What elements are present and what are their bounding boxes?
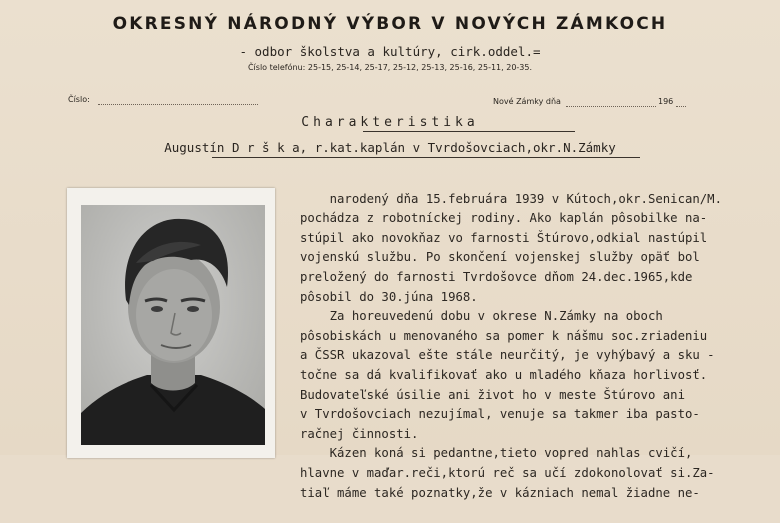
document-subject-underline [212, 157, 640, 158]
body-line: račnej činnosti. [300, 426, 419, 441]
body-line: pôsobil do 30.júna 1968. [300, 289, 478, 304]
number-label: Číslo: [68, 95, 90, 104]
body-line: Kázen koná si pedantne,tieto vopred nahlas cvičí, [300, 446, 693, 461]
body-text [300, 170, 770, 523]
body-line: a ČSSR ukazoval ešte stále neurčitý, je vyhýbavý a sku - [300, 348, 715, 363]
document-title: Charakteristika [301, 115, 479, 130]
body-line: vojenskú službu. Po skončení vojenskej služby opäť bol [300, 250, 700, 265]
year-prefix: 196 [658, 97, 674, 106]
body-line: stúpil ako novokňaz vo farnosti Štúrovo,odkial nastúpil [300, 230, 708, 245]
body-line: Za horeuvedenú dobu v okrese N.Zámky na oboch [300, 309, 663, 324]
body-line: preložený do farnosti Tvrdošovce dňom 24.dec.1965,kde [300, 269, 693, 284]
portrait-photo [81, 205, 265, 445]
document-title-underline [363, 131, 575, 132]
body-line: tiaľ máme také poznatky,že v kázniach nemal žiadne ne- [300, 485, 700, 500]
body-line: Budovateľské úsilie ani život ho v meste Štúrovo ani [300, 387, 685, 402]
year-blank-line [676, 106, 686, 107]
body-line: točne sa dá kvalifikovať ako u mladého kňaza horlivosť. [300, 367, 708, 382]
body-line: v Tvrdošovciach nezujímal, venuje sa takmer iba pasto- [300, 407, 700, 422]
body-line: pochádza z robotníckej rodiny. Ako kaplán pôsobilke na- [300, 211, 708, 226]
phone-numbers: Číslo telefónu: 25-15, 25-14, 25-17, 25-12, 25-13, 25-16, 25-11, 20-35. [247, 63, 533, 72]
date-blank-line [566, 106, 656, 107]
photo-frame [67, 188, 275, 458]
body-line: narodený dňa 15.februára 1939 v Kútoch,okr.Senican/M. [300, 191, 722, 206]
portrait-figure [81, 205, 265, 445]
document-subject: Augustín D r š k a, r.kat.kaplán v Tvrdošovciach,okr.N.Zámky [164, 140, 616, 155]
body-line: pôsobiskách u menovaného sa pomer k nášmu soc.zriadeniu [300, 328, 708, 343]
department-line: - odbor školstva a kultúry, cirk.oddel.= [239, 44, 541, 59]
place-date-label: Nové Zámky dňa [493, 97, 561, 106]
body-line: hlavne v maďar.reči,ktorú reč sa učí zdokonolovať si.Za- [300, 465, 715, 480]
number-blank-line [98, 104, 258, 105]
authority-heading: OKRESNÝ NÁRODNÝ VÝBOR V NOVÝCH ZÁMKOCH [112, 14, 668, 34]
